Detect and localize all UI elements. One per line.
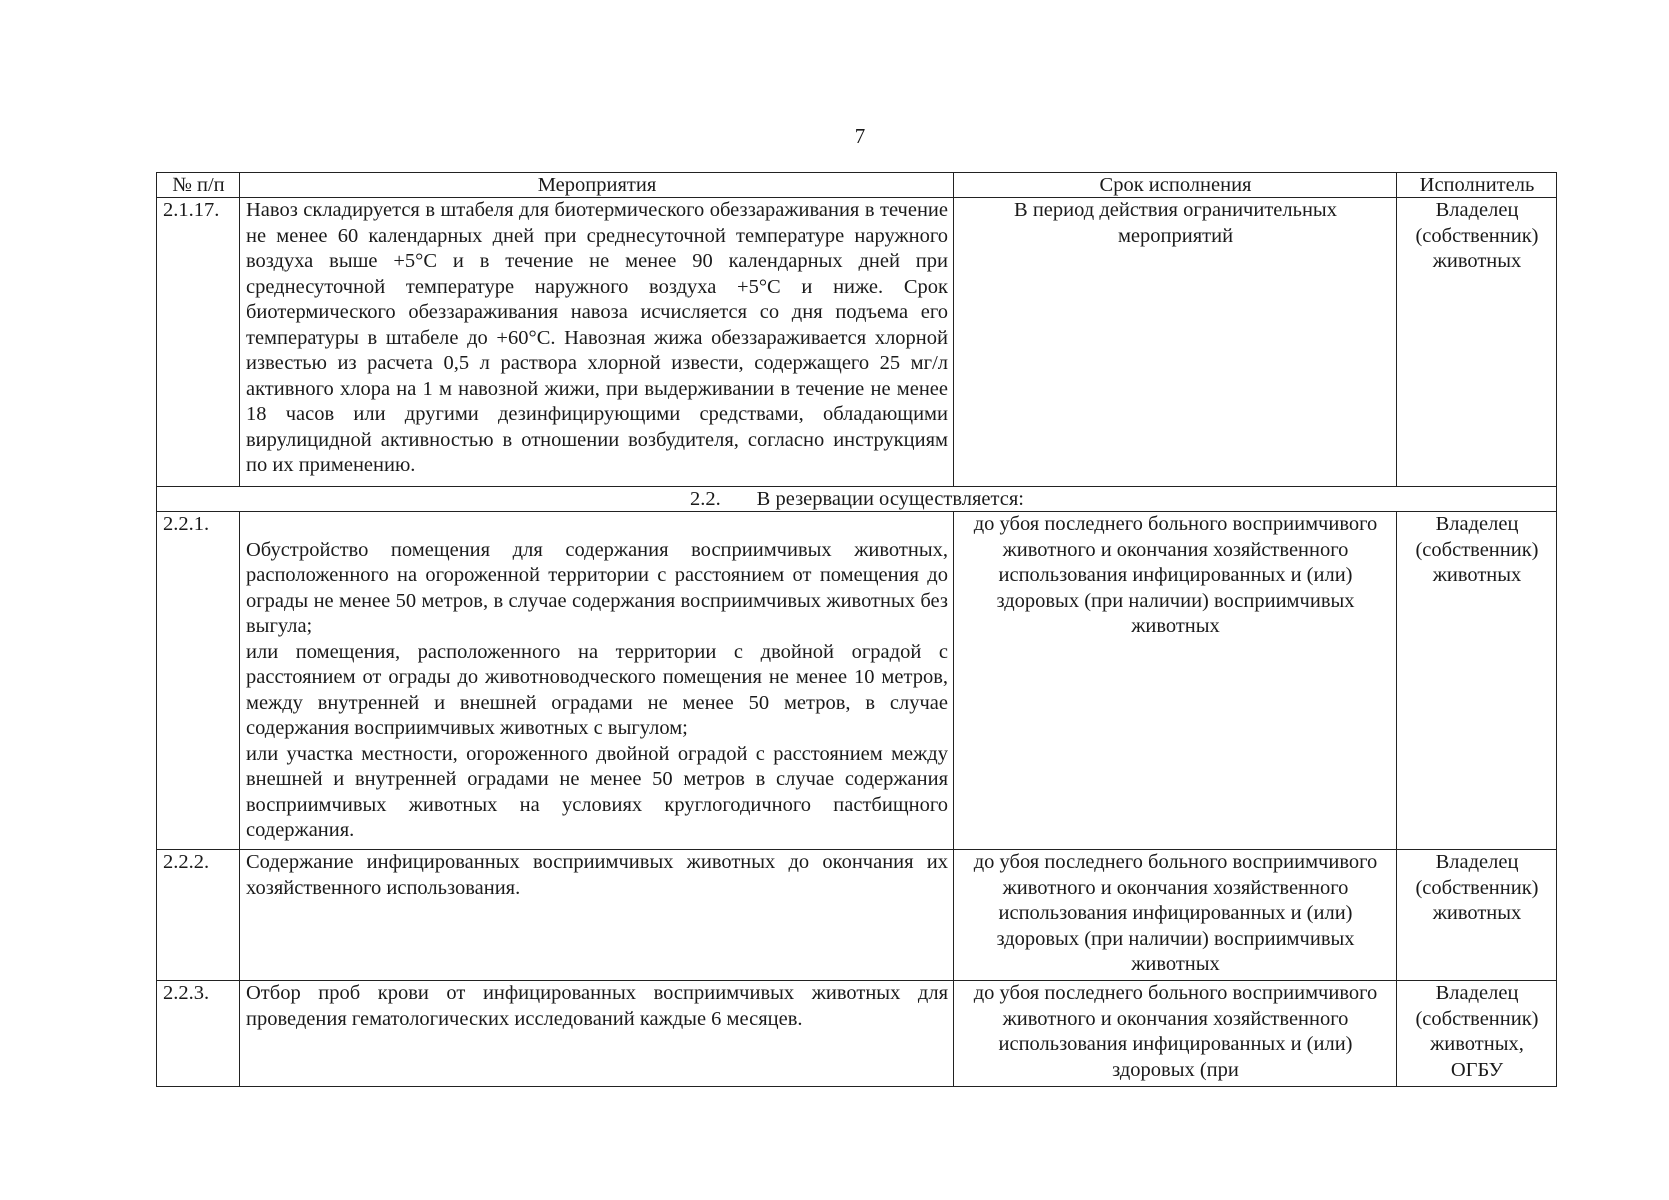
measure-paragraph: Обустройство помещения для содержания восприимчивых животных, расположенного на огороженной территории с расстоянием от помещения до ограды не менее 50 метров, в случае содержания восприимчивых животных без выгула; [246,538,948,637]
row-executor: Владелец (собственник) животных [1397,512,1557,850]
row-number: 2.2.1. [157,512,240,850]
measure-paragraph: Отбор проб крови от инфицированных восприимчивых животных для проведения гематологических исследований каждые 6 месяцев. [246,982,948,1030]
row-measure [240,850,954,981]
measure-paragraph: Содержание инфицированных восприимчивых животных до окончания их хозяйственного использования. [246,851,948,899]
row-number: 2.2.2. [157,850,240,981]
row-term: В период действия ограничительных мероприятий [954,198,1397,487]
table-header-row [157,173,1557,198]
row-term: до убоя последнего больного восприимчивого животного и окончания хозяйственного использования инфицированных и (или) здоровых (при наличии) восприимчивых животных [954,512,1397,850]
measure-paragraph: Навоз складируется в штабеля для биотермического обеззараживания в течение не менее 60 календарных дней при среднесуточной температуре наружного воздуха выше +5°С и в течение не менее 90 календарных дней при среднесуточной температуре наружного воздуха +5°С и ниже. Срок биотермического обеззараживания навоза исчисляется со дня подъема его температуры в штабеле до +60°С. Навозная жижа обеззараживается хлорной известью из расчета 0,5 л раствора хлорной извести, содержащего 25 мг/л активного хлора на 1 м навозной жижи, при выдерживании в течение не менее 18 часов или другими дезинфицирующими средствами, обладающими вирулицидной активностью в отношении возбудителя, согласно инструкциям по их применению. [246,199,948,476]
page-number: 7 [854,124,866,148]
header-executor: Исполнитель [1397,173,1557,198]
row-number: 2.1.17. [157,198,240,487]
table-row [157,850,1557,981]
row-executor: Владелец (собственник) животных [1397,850,1557,981]
section-heading: 2.2. В резервации осуществляется: [157,487,1557,512]
row-number: 2.2.3. [157,981,240,1087]
row-measure [240,981,954,1087]
row-measure [240,512,954,850]
row-executor: Владелец (собственник) животных, ОГБУ [1397,981,1557,1087]
section-row [157,487,1557,512]
table-row [157,981,1557,1087]
measure-paragraph: или помещения, расположенного на территории с двойной оградой с расстоянием от ограды до животноводческого помещения не менее 10 метров, между внутренней и внешней оградами не менее 50 метров, в случае содержания восприимчивых животных с выгулом; [246,640,948,739]
header-num: № п/п [157,173,240,198]
header-term: Срок исполнения [954,173,1397,198]
measures-table [156,172,1557,1087]
row-executor: Владелец (собственник) животных [1397,198,1557,487]
table-row [157,198,1557,487]
row-term: до убоя последнего больного восприимчивого животного и окончания хозяйственного использования инфицированных и (или) здоровых (при [954,981,1397,1087]
row-measure [240,198,954,487]
measure-paragraph: или участка местности, огороженного двойной оградой с расстоянием между внешней и внутренней оградами не менее 50 метров в случае содержания восприимчивых животных на условиях круглогодичного пастбищного содержания. [246,742,948,841]
table-row [157,512,1557,850]
row-term: до убоя последнего больного восприимчивого животного и окончания хозяйственного использования инфицированных и (или) здоровых (при наличии) восприимчивых животных [954,850,1397,981]
blank-line [246,512,948,538]
header-measures: Мероприятия [240,173,954,198]
